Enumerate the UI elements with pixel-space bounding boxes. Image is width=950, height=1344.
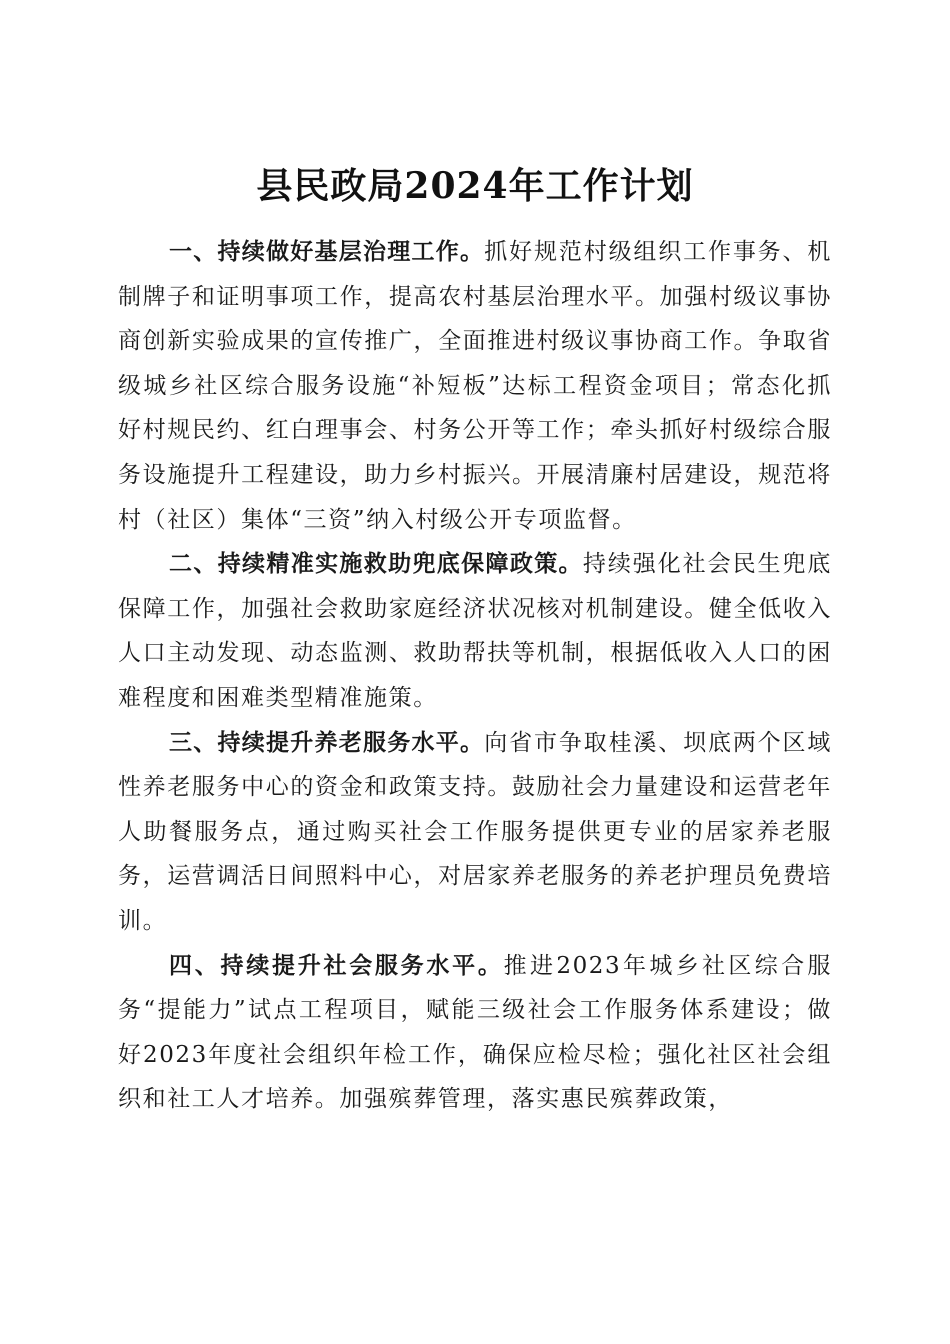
paragraph-1-heading: 一、持续做好基层治理工作。: [169, 239, 485, 265]
paragraph-3-heading: 三、持续提升养老服务水平。: [169, 729, 485, 756]
paragraph-3-text: 向省市争取桂溪、坝底两个区域性养老服务中心的资金和政策支持。鼓励社会力量建设和运营老年人助餐服务点，通过购买社会工作服务提供更专业的居家养老服务，运营调活日间照料中心，对居家养老服务的养老护理员免费培训。: [118, 729, 832, 934]
paragraph-2: [118, 542, 832, 720]
paragraph-4-text: 推进2023年城乡社区综合服务“提能力”试点工程项目，赋能三级社会工作服务体系建设；做好2023年度社会组织年检工作，确保应检尽检；强化社区社会组织和社工人才培养。加强殡葬管理，落实惠民殡葬政策，: [118, 952, 833, 1113]
paragraph-3: [118, 721, 832, 944]
paragraph-4-heading: 四、持续提升社会服务水平。: [169, 952, 504, 979]
paragraph-1-text: 抓好规范村级组织工作事务、机制牌子和证明事项工作，提高农村基层治理水平。加强村级议事协商创新实验成果的宣传推广，全面推进村级议事协商工作。争取省级城乡社区综合服务设施“补短板”达标工程资金项目；常态化抓好村规民约、红白理事会、村务公开等工作；牵头抓好村级综合服务设施提升工程建设，助力乡村振兴。开展清廉村居建设，规范将村（社区）集体“三资”纳入村级公开专项监督。: [118, 239, 832, 533]
paragraph-4: [118, 944, 832, 1122]
paragraph-2-text: 持续强化社会民生兜底保障工作，加强社会救助家庭经济状况核对机制建设。健全低收入人口主动发现、动态监测、救助帮扶等机制，根据低收入人口的困难程度和困难类型精准施策。: [118, 551, 833, 711]
paragraph-1: [118, 230, 832, 542]
paragraph-2-heading: 二、持续精准实施救助兜底保障政策。: [169, 551, 583, 578]
document-body: [118, 230, 832, 1122]
document-title: 县民政局2024年工作计划: [256, 165, 694, 208]
